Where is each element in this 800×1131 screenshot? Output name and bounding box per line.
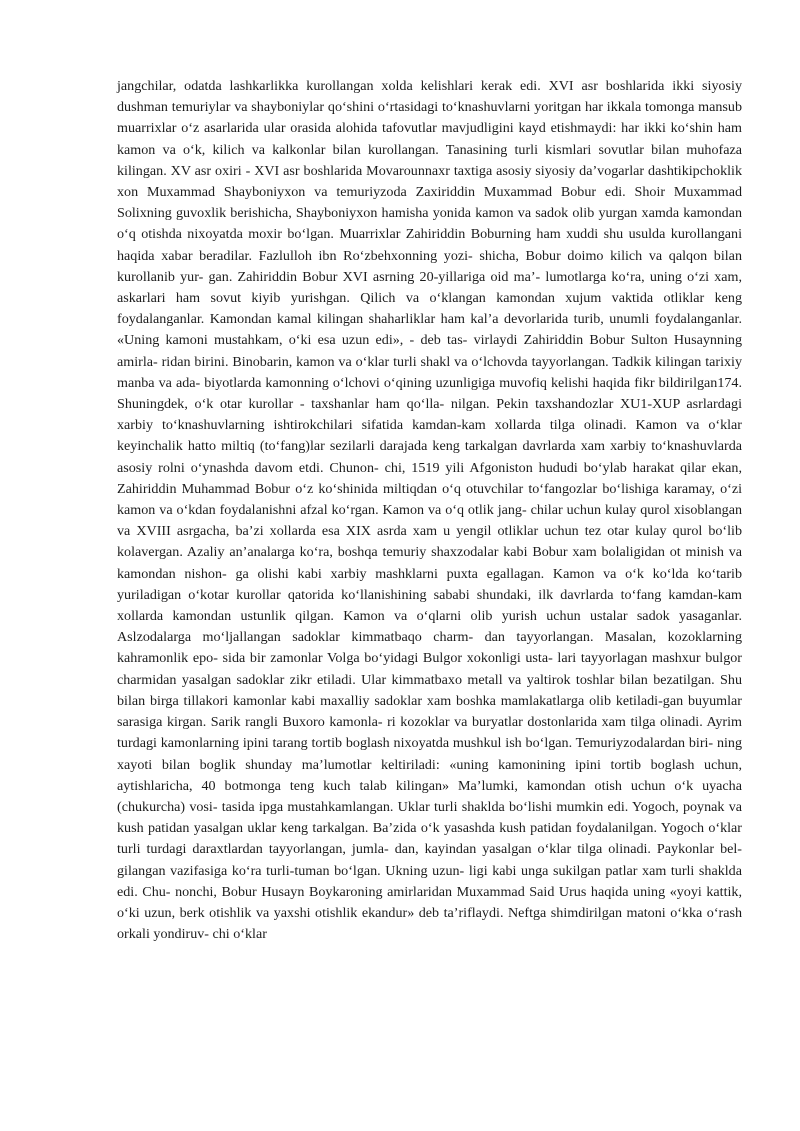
body-paragraph: jangchilar, odatda lashkarlikka kurollangan xolda kelishlari kerak edi. XVI asr boshlarida ikki siyosiy dushman temuriylar va shayboniylar qoʻshini oʻrtasidagi toʻknashuvlarni yoritgan har ikkala tomonga mansub muarrixlar oʻz asarlarida ular orasida alohida tafovutlar mavjudligini kayd etishmaydi: har ikki koʻshin ham kamon va oʻk, kilich va kalkonlar bilan kurollangan. Tanasining turli kismlari sovutlar bilan muhofaza kilingan. XV asr oxiri - XVI asr boshlarida Movarounnaxr taxtiga asosiy siyosiy da’vogarlar dashtikipchoklik xon Muxammad Shayboniyxon va temuriyzoda Zaxiriddin Muxammad Bobur edi. Shoir Muxammad Solixning guvoxlik berishicha, Shayboniyxon hamisha yonida kamon va sadok olib yurgan xamda kamondan oʻq otishda nixoyatda moxir boʻlgan. Muarrixlar Zahiriddin Boburning ham xuddi shu usulda kurollangani haqida xabar beradilar. Fazlulloh ibn Roʻzbehxonning yozi- shicha, Bobur doimo kilich va qalqon bilan kurollanib yur- gan. Zahiriddin Bobur XVI asrning 20-yillariga oid ma’- lumotlarga koʻra, uning oʻzi xam, askarlari ham sovut kiyib yurishgan. Qilich va oʻklangan kamondan xujum vaktida otliklar keng foydalanganlar. Kamondan kamal kilingan shaharliklar ham kal’a devorlarida turib, unumli foydalanganlar. «Uning kamoni mustahkam, oʻki esa uzun edi», - deb tas- virlaydi Zahiriddin Bobur Sulton Husaynning amirla- ridan birini. Binobarin, kamon va oʻklar turli shakl va oʻlchovda tayyorlangan. Tadkik kilingan tarixiy manba va ada- biyotlarda kamonning oʻlchovi oʻqining uzunligiga muvofiq kelishi haqida fikr bildirilgan174. Shuningdek, oʻk otar kurollar - taxshanlar ham qoʻlla- nilgan. Pekin taxshandozlar XU1-XUP asrlardagi xarbiy toʻknashuvlarning ishtirokchilari sifatida kamdan-kam xollarda tilga olinadi. Kamon va oʻklar keyinchalik hatto miltiq (toʻfang)lar sezilarli darajada keng tarkalgan davrlarda xam xarbiy toʻknashuvlarda asosiy rolni oʻynashda davom etdi. Chunon- chi, 1519 yili Afgoniston hududi boʻylab harakat qilar ekan, Zahiriddin Muhammad Bobur oʻz koʻshinida miltiqdan oʻq otuvchilar toʻfangozlar boʻlishiga karamay, oʻzi kamon va oʻkdan foydalanishni afzal koʻrgan. Kamon va oʻq otlik jang- chilar uchun kulay qurol xisoblangan va XVIII asrgacha, ba’zi xollarda esa XIX asrda xam u yengil otliklar uchun tez otar kulay qurol boʻlib kolavergan. Azaliy an’analarga koʻra, boshqa temuriy shaxzodalar kabi Bobur xam bolaligidan ot minish va kamondan nishon- ga olishi kabi xarbiy mashklarni puxta egallagan. Kamon va oʻk koʻlda koʻtarib yuriladigan oʻkotar kurollar qatorida koʻllanishining sababi shundaki, ilk davrlarda toʻfang kamdan-kam xollarda kamondan ustunlik qilgan. Kamon va oʻqlarni olib yurish uchun ustalar sadok yasaganlar. Aslzodalarga moʻljallangan sadoklar kimmatbaqo charm- dan tayyorlangan. Masalan, kozoklarning kahramonlik epo- sida bir zamonlar Volga boʻyidagi Bulgor xokonligi usta- lari tayyorlagan mashxur bulgor charmidan yasalgan sadoklar zikr etiladi. Ular kimmatbaxo metall va yaltirok toshlar bilan bezatilgan. Shu bilan birga tillakori kamonlar kabi maxalliy sadoklar xam boshka mamlakatlarga olib ketiladi-gan buyumlar sarasiga kirgan. Sarik rangli Buxoro kamonla- ri kozoklar va buryatlar dostonlarida xam tilga olinadi. Ayrim turdagi kamonlarning ipini tarang tortib boglash nixoyatda mushkul ish boʻlgan. Temuriyzodalardan biri- ning xayoti bilan boglik shunday ma’lumotlar keltiriladi: «uning kamonining ipini tortib boglash uchun, aytishlaricha, 40 botmonga teng kuch talab kilingan» Ma’lumki, kamondan otish uchun oʻk uyacha (chukurcha) vosi- tasida ipga mustahkamlangan. Uklar turli shaklda boʻlishi mumkin edi. Yogoch, poynak va kush patidan yasalgan uklar keng tarkalgan. Ba’zida oʻk yasashda kush patidan foydalanilgan. Yogoch oʻklar turli turdagi daraxtlardan tayyorlangan, jumla- dan, kayindan yasalgan oʻklar tilga olinadi. Paykonlar bel- gilangan vazifasiga koʻra turli-tuman boʻlgan. Ukning uzun- ligi kabi unga sukilgan patlar xam turli shaklda edi. Chu- nonchi, Bobur Husayn Boykaroning amirlaridan Muxammad Said Urus haqida uning «yoyi kattik, oʻki uzun, berk otishlik va yaxshi otishlik ekandur» deb ta’riflaydi. Neftga shimdirilgan matoni oʻkka oʻrash orkali yondiruv- chi oʻklar [117, 78, 742, 943]
